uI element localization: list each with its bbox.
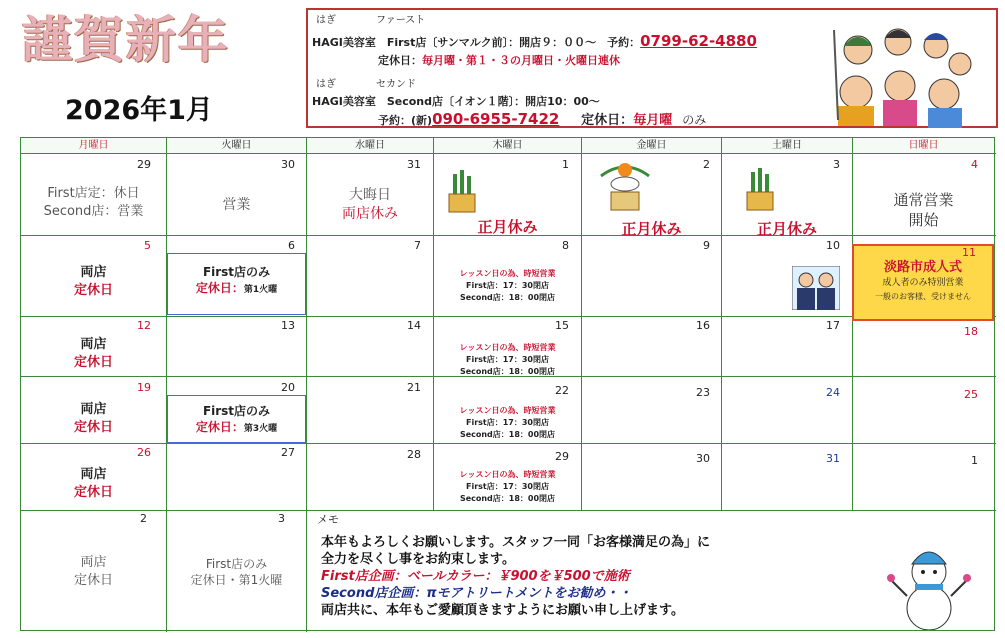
date-feb1: 1: [971, 454, 978, 467]
jan8-first: First店：17：30閉店: [465, 281, 549, 290]
date-jan25: 25: [964, 388, 978, 401]
jan5-note: [21, 264, 166, 299]
jan5-both: 両店: [80, 265, 107, 280]
store2-only: のみ: [682, 113, 707, 127]
date-jan30: 30: [696, 452, 710, 465]
jan19-closed: 定休日: [73, 419, 113, 435]
weekday-fri: 金曜日: [582, 138, 721, 153]
store2-line: HAGI美容室 Second店〔イオン１階〕：開店10：00～: [312, 95, 600, 108]
store2-closed-value: 毎月曜: [633, 113, 673, 128]
date-dec29: 29: [137, 158, 151, 171]
date-jan17: 17: [826, 319, 840, 332]
date-jan21: 21: [407, 381, 421, 394]
jan4-note: [853, 190, 994, 231]
weekday-wed: 水曜日: [307, 138, 433, 153]
date-jan29: 29: [555, 450, 569, 463]
store1-details: [312, 34, 757, 50]
store1-furigana: はぎ ファースト: [316, 15, 426, 26]
snowman-icon: [879, 536, 979, 630]
date-jan7: 7: [414, 239, 421, 252]
greeting-title: 謹賀新年: [22, 10, 230, 69]
jan6-first-only: First店のみ: [202, 265, 271, 279]
date-feb2: 2: [140, 512, 147, 525]
note-line3: First店企画：ベールカラー：￥900を￥500で施術: [321, 569, 630, 584]
dec31-a: 大晦日: [349, 187, 391, 203]
date-jan31: 31: [826, 452, 840, 465]
memo-notes: [321, 534, 710, 619]
date-jan18: 18: [964, 325, 978, 338]
jan29-note: [434, 469, 581, 505]
jan11-title: 淡路市成人式: [883, 260, 962, 275]
jan5-closed: 定休日: [73, 282, 113, 298]
date-jan10: 10: [826, 239, 840, 252]
jan29-first: First店：17：30閉店: [465, 482, 549, 491]
jan11-line1: 成人者のみ特別営業: [882, 278, 964, 288]
dec29-first: First店定：休日: [47, 186, 140, 201]
jan22-second: Second店：18：00閉店: [459, 430, 556, 439]
date-jan26: 26: [137, 446, 151, 459]
weekday-mon: 月曜日: [21, 138, 166, 153]
jan20-tue3: 第3火曜: [243, 424, 278, 435]
date-jan15: 15: [555, 319, 569, 332]
jan2-holiday: 正月休み: [621, 220, 682, 238]
jan12-note: [21, 336, 166, 371]
calendar-grid: [20, 137, 995, 631]
store2-reserve-label: 予約：(新): [378, 114, 433, 127]
date-jan2: 2: [703, 158, 710, 171]
note-line5: 両店共に、本年もご愛顧頂きますようにお願い申し上げます。: [321, 603, 684, 618]
date-jan9: 9: [703, 239, 710, 252]
date-jan14: 14: [407, 319, 421, 332]
jan26-both: 両店: [80, 467, 107, 482]
store1-line: HAGI美容室 First店〔サンマルク前〕：開店９：００～ 予約：: [312, 36, 641, 49]
jan15-first: First店：17：30閉店: [465, 355, 549, 364]
weekday-thu: 木曜日: [434, 138, 581, 153]
note-line1: 本年もよろしくお願いします。スタッフ一同「お客様満足の為」に: [321, 535, 710, 550]
jan6-closed: 定休日：: [195, 281, 244, 296]
jan3-holiday: 正月休み: [756, 220, 817, 238]
jan29-lesson: レッスン日の為、時短営業: [459, 470, 556, 479]
store1-phone[interactable]: 0799-62-4880: [640, 32, 757, 50]
jan20-closed: 定休日：: [195, 420, 244, 435]
date-jan24: 24: [826, 386, 840, 399]
store1-closed-value: 毎月曜・第１・３の月曜日・火曜日連休: [422, 54, 620, 67]
jan6-tue1: 第1火曜: [243, 285, 278, 296]
store2-furigana: はぎ セカンド: [316, 79, 416, 90]
date-jan5: 5: [144, 239, 151, 252]
store2-phone[interactable]: 090-6955-7422: [432, 110, 560, 128]
dec29-second: Second店：営業: [43, 203, 144, 219]
jan26-closed: 定休日: [73, 484, 113, 500]
jan22-lesson: レッスン日の為、時短営業: [459, 406, 556, 415]
feb3-note: [167, 556, 306, 588]
date-jan6: 6: [288, 239, 295, 252]
weekday-tue: 火曜日: [167, 138, 306, 153]
jan19-both: 両店: [80, 402, 107, 417]
date-jan23: 23: [696, 386, 710, 399]
date-feb3: 3: [278, 512, 285, 525]
kadomatsu-icon: [445, 170, 479, 214]
jan4-b: 開始: [908, 211, 939, 230]
store1-closed: [378, 54, 620, 68]
jan20-note: [167, 403, 306, 435]
jan20-first-only: First店のみ: [202, 404, 271, 418]
month-title: 2026年1月: [65, 95, 213, 126]
dec31-note: [307, 186, 433, 224]
date-jan3: 3: [833, 158, 840, 171]
date-jan28: 28: [407, 448, 421, 461]
jan8-second: Second店：18：00閉店: [459, 293, 556, 302]
date-jan12: 12: [137, 319, 151, 332]
feb2-note: [21, 554, 166, 589]
note-line4: Second店企画：πモアトリートメントをお勧め・・: [321, 586, 632, 601]
date-jan20: 20: [281, 381, 295, 394]
jan15-lesson: レッスン日の為、時短営業: [459, 343, 556, 352]
date-jan1: 1: [562, 158, 569, 171]
jan12-closed: 定休日: [73, 354, 113, 370]
dec31-b: 両店休み: [342, 205, 398, 222]
jan11-line2: 一般のお客様、受けません: [875, 292, 971, 301]
date-jan27: 27: [281, 446, 295, 459]
jan4-a: 通常営業: [893, 191, 954, 209]
dec30-note: 営業: [222, 197, 251, 213]
jan12-both: 両店: [80, 337, 107, 352]
jan22-note: [434, 405, 581, 441]
jan8-note: [434, 268, 581, 304]
feb2-both: 両店: [80, 555, 107, 570]
jan8-lesson: レッスン日の為、時短営業: [459, 269, 556, 278]
date-dec31: 31: [407, 158, 421, 171]
jan11-highlight: [852, 244, 994, 321]
weekday-sat: 土曜日: [722, 138, 852, 153]
seven-lucky-gods-illustration: [828, 20, 978, 128]
store2-details: [378, 112, 706, 128]
memo-label: メモ: [317, 513, 339, 526]
weekday-sun: 日曜日: [853, 138, 994, 153]
date-jan19: 19: [137, 381, 151, 394]
adults-illustration-icon: [792, 266, 840, 310]
date-jan16: 16: [696, 319, 710, 332]
jan19-note: [21, 401, 166, 436]
jan29-second: Second店：18：00閉店: [459, 494, 556, 503]
jan15-second: Second店：18：00閉店: [459, 367, 556, 376]
kadomatsu-icon: [743, 168, 777, 212]
date-jan22: 22: [555, 384, 569, 397]
jan6-note: [167, 264, 306, 296]
jan26-note: [21, 466, 166, 501]
jan22-first: First店：17：30閉店: [465, 418, 549, 427]
date-jan11: 11: [962, 246, 976, 259]
feb3-closed: 定休日・第1火曜: [190, 573, 283, 588]
date-jan13: 13: [281, 319, 295, 332]
store2-closed-label: 定休日：: [581, 113, 634, 128]
date-jan4: 4: [971, 158, 978, 171]
kagami-mochi-icon: [593, 156, 657, 216]
feb2-closed: 定休日: [73, 572, 113, 588]
jan1-holiday: 正月休み: [477, 218, 538, 236]
dec29-note: [21, 185, 166, 220]
jan15-note: [434, 342, 581, 378]
store1-closed-label: 定休日：: [378, 54, 422, 67]
date-dec30: 30: [281, 158, 295, 171]
feb3-first-only: First店のみ: [205, 557, 268, 571]
note-line2: 全力を尽くし事をお約束します。: [321, 552, 515, 567]
date-jan8: 8: [562, 239, 569, 252]
